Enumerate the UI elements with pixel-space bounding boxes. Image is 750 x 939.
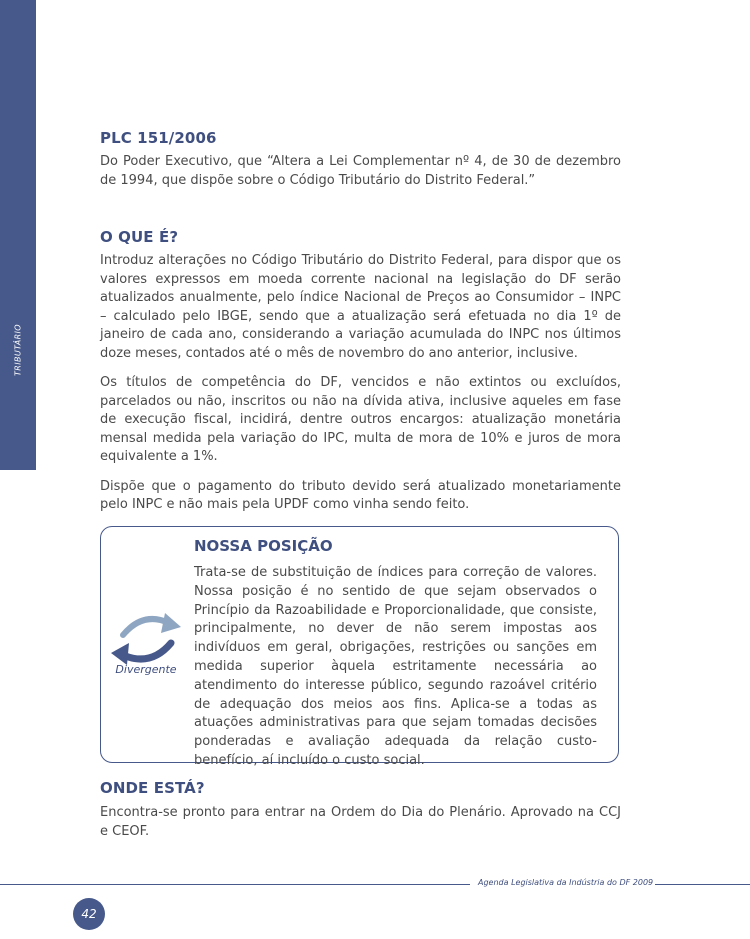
page-number: 42 <box>73 898 105 930</box>
section-sidebar <box>0 0 36 470</box>
where-is-heading: ONDE ESTÁ? <box>100 779 205 797</box>
plc-section <box>100 129 621 190</box>
plc-description: Do Poder Executivo, que “Altera a Lei Complementar nº 4, de 30 de dezembro de 1994, que dispõe sobre o Código Tributário do Distrito Federal.” <box>100 154 621 188</box>
what-is-paragraph-1: Introduz alterações no Código Tributário do Distrito Federal, para dispor que os valores expressos em moeda corrente nacional na legislação do DF serão atualizados anualmente, pelo índice Nacional de Preços ao Consumidor – INPC – calculado pelo IBGE, sendo que a atualização será efetuada no dia 1º de janeiro de cada ano, considerando a variação acumulada do INPC nos últimos doze meses, contados até o mês de novembro do ano anterior, inclusive. <box>100 253 621 361</box>
position-label: Divergente <box>115 663 177 676</box>
position-box <box>100 526 619 768</box>
divergent-arrows-icon <box>109 609 183 669</box>
section-label: TRIBUTÁRIO <box>13 324 23 376</box>
what-is-heading: O QUE É? <box>100 228 179 246</box>
position-heading: NOSSA POSIÇÃO <box>194 537 333 555</box>
position-text: Trata-se de substituição de índices para correção de valores. Nossa posição é no sentido de que sejam observados o Princípio da Razoabilidade e Proporcionalidade, que consiste, principalmente, no dever de não serem impostas aos indivíduos em geral, obrigações, restrições ou sanções em medida superior àquela estritamente necessária ao atendimento do interesse público, segundo razoável critério de adequação dos meios aos fins. Aplica-se a todas as atuações administrativas para que sejam tomadas decisões ponderadas e avaliação adequada da relação custo-benefício, aí incluído o custo social. <box>194 565 597 768</box>
footer-rule-right <box>655 884 750 885</box>
where-is-section <box>100 779 621 841</box>
where-is-text: Encontra-se pronto para entrar na Ordem do Dia do Plenário. Aprovado na CCJ e CEOF. <box>100 805 621 839</box>
footer-publication: Agenda Legislativa da Indústria do DF 2009 <box>478 878 654 887</box>
what-is-paragraph-2: Os títulos de competência do DF, vencidos e não extintos ou excluídos, parcelados ou não, inscritos ou não na dívida ativa, inclusive aqueles em fase de execução fiscal, incidirá, dentre outros encargos: atualização monetária mensal medida pela variação do IPC, multa de mora de 10% e juros de mora equivalente a 1%. <box>100 375 621 464</box>
what-is-section <box>100 228 621 515</box>
plc-heading: PLC 151/2006 <box>100 129 217 147</box>
footer-rule-left <box>0 884 470 885</box>
what-is-paragraph-3: Dispõe que o pagamento do tributo devido será atualizado monetariamente pelo INPC e não mais pela UPDF como vinha sendo feito. <box>100 478 621 512</box>
